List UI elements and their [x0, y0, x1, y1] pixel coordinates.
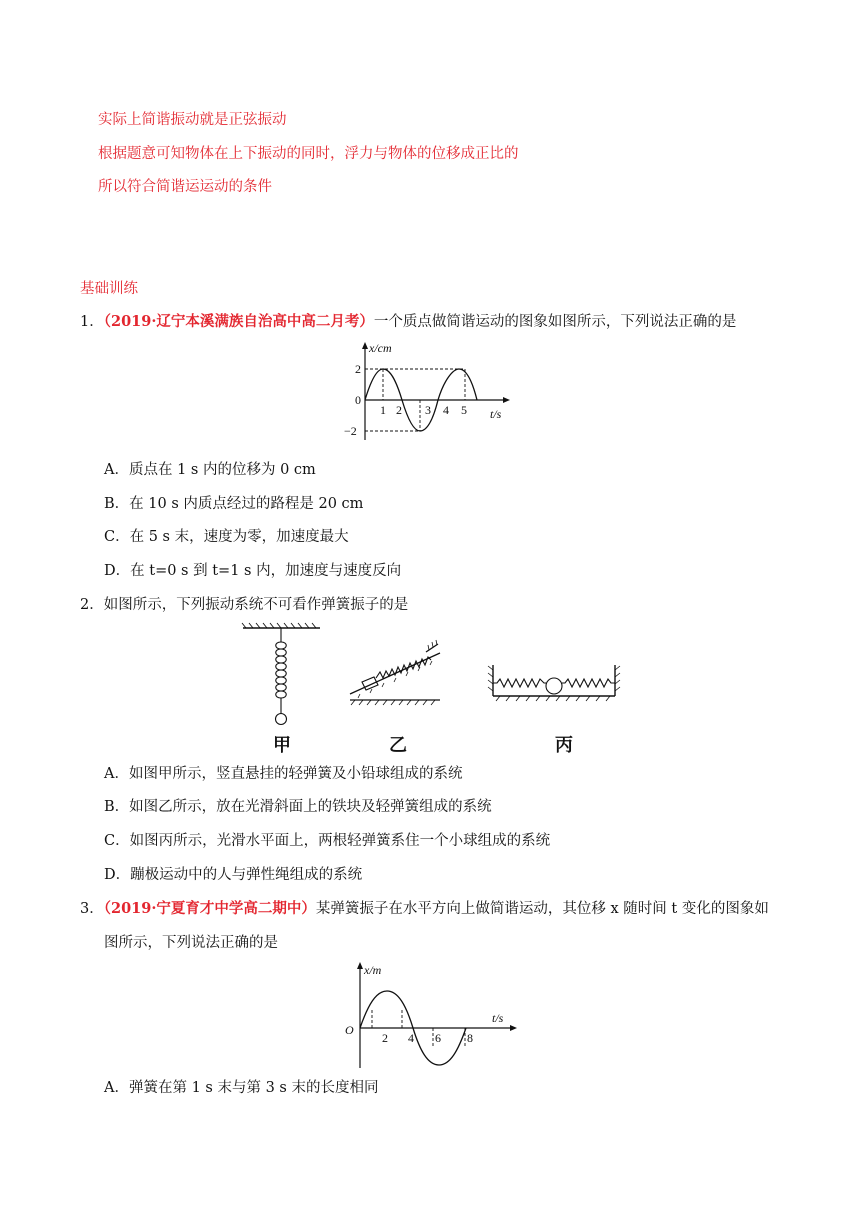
q3-graph [340, 960, 525, 1072]
q2-option-a [104, 764, 462, 784]
question-text: 如图所示，下列振动系统不可看作弹簧振子的是 [103, 597, 409, 613]
option-text: 在 10 s 内质点经过的路程是 20 cm [129, 496, 364, 512]
option-text: 在 5 s 末，速度为零，加速度最大 [129, 529, 349, 545]
option-text: 弹簧在第 1 s 末与第 3 s 末的长度相同 [128, 1080, 379, 1096]
section-title: 基础训练 [80, 281, 138, 297]
x-tick-3: 3 [425, 403, 431, 417]
option-letter: B． [104, 496, 130, 512]
q1-option-b [104, 494, 363, 514]
q2-option-b [104, 797, 492, 817]
option-letter: D． [104, 563, 131, 579]
option-letter: C． [104, 833, 130, 849]
y-axis-label: x/m [364, 963, 382, 977]
question-3-stem-cont: 图所示，下列说法正确的是 [104, 935, 278, 951]
question-number: 2． [80, 597, 104, 613]
q1-option-c [104, 527, 349, 547]
option-text: 如图乙所示，放在光滑斜面上的铁块及轻弹簧组成的系统 [129, 799, 492, 815]
x-axis-label: t/s [492, 1011, 504, 1025]
x-tick-8: 8 [467, 1031, 473, 1045]
question-2-stem [80, 595, 408, 615]
q2-option-c [104, 831, 550, 851]
option-text: 在 t=0 s 到 t=1 s 内，加速度与速度反向 [130, 563, 402, 579]
question-source: （2019·辽宁本溪满族自治高中高二月考） [103, 313, 374, 330]
figure-label-yi: 乙 [389, 735, 407, 756]
spring-vertical [242, 623, 320, 725]
q1-graph [330, 340, 520, 444]
option-letter: A． [104, 766, 129, 782]
spring-horizontal [488, 665, 620, 701]
question-number: 1． [80, 314, 104, 330]
y-tick-neg2: −2 [344, 424, 357, 438]
q2-figure [240, 620, 625, 730]
option-text: 如图甲所示，竖直悬挂的轻弹簧及小铅球组成的系统 [128, 766, 463, 782]
x-tick-4: 4 [443, 403, 449, 417]
x-tick-5: 5 [461, 403, 467, 417]
y-tick-2: 2 [355, 362, 361, 376]
x-tick-2: 2 [382, 1031, 388, 1045]
x-axis-label: t/s [490, 407, 502, 421]
y-tick-0: 0 [355, 393, 361, 407]
figure-label-bing: 丙 [555, 735, 573, 756]
origin-label: O [345, 1023, 354, 1037]
option-letter: C． [104, 529, 130, 545]
option-letter: B． [104, 799, 130, 815]
spring-incline [350, 640, 440, 705]
q2-option-d [104, 865, 362, 885]
x-tick-2: 2 [396, 403, 402, 417]
explanation-line-2: 根据题意可知物体在上下振动的同时，浮力与物体的位移成正比的 [98, 146, 519, 162]
question-text: 一个质点做简谐运动的图象如图所示，下列说法正确的是 [373, 314, 737, 330]
explanation-line-3: 所以符合简谐运运动的条件 [98, 179, 272, 195]
q1-option-d [104, 561, 401, 581]
x-tick-4: 4 [408, 1031, 414, 1045]
q3-option-a [104, 1078, 378, 1098]
option-letter: D． [104, 867, 131, 883]
question-1-stem [80, 312, 736, 332]
option-text: 蹦极运动中的人与弹性绳组成的系统 [130, 867, 363, 883]
figure-label-jia: 甲 [273, 735, 291, 756]
option-text: 质点在 1 s 内的位移为 0 cm [128, 462, 316, 478]
question-3-stem [80, 899, 769, 919]
question-number: 3． [80, 901, 104, 917]
option-letter: A． [104, 1080, 129, 1096]
explanation-line-1: 实际上简谐振动就是正弦振动 [98, 112, 287, 128]
q1-option-a [104, 460, 316, 480]
question-source: （2019·宁夏育才中学高二期中） [103, 900, 316, 917]
option-letter: A． [104, 462, 129, 478]
question-text: 某弹簧振子在水平方向上做简谐运动，其位移 x 随时间 t 变化的图象如 [315, 901, 769, 917]
option-text: 如图丙所示，光滑水平面上，两根轻弹簧系住一个小球组成的系统 [129, 833, 551, 849]
y-axis-label: x/cm [369, 341, 392, 355]
x-tick-6: 6 [435, 1031, 441, 1045]
x-tick-1: 1 [380, 403, 386, 417]
